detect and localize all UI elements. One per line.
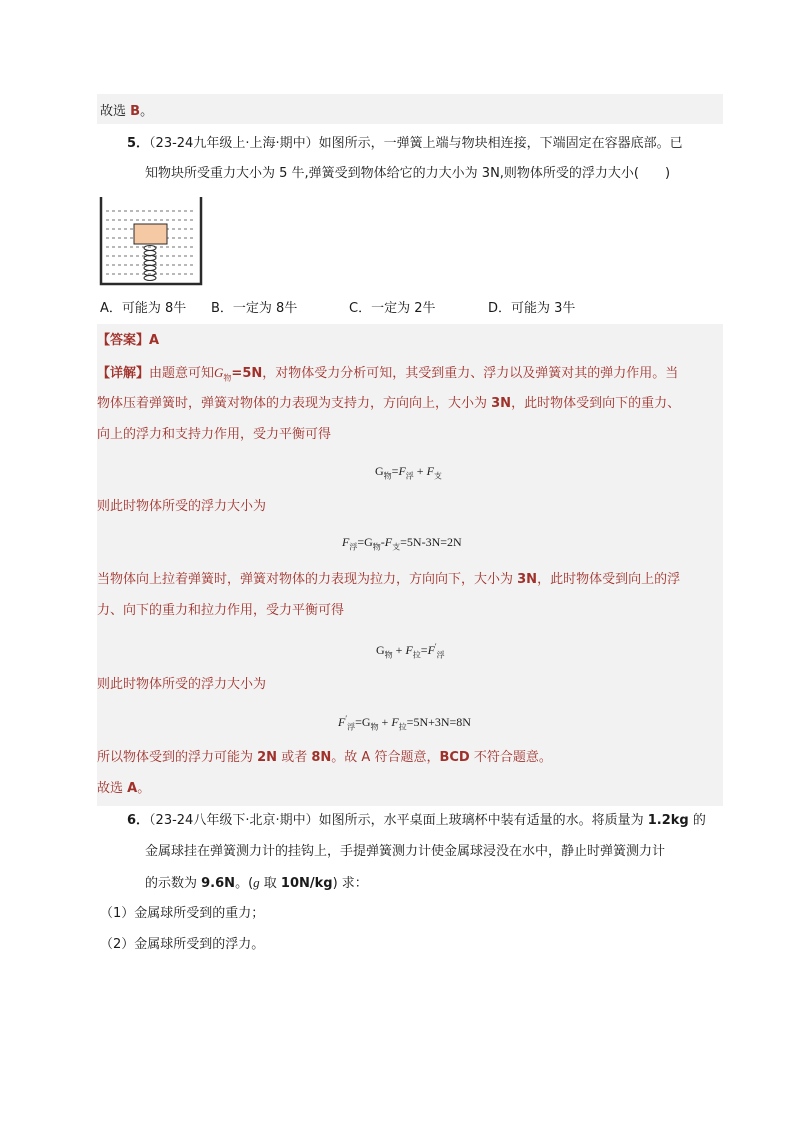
previous-answer-choice: B: [130, 104, 141, 119]
question-6-line-2: 金属球挂在弹簧测力计的挂钩上，手提弹簧测力计使金属球浸没在水中，静止时弹簧测力计: [145, 844, 666, 859]
previous-answer-line: 故选 B。: [100, 104, 154, 119]
option-b[interactable]: B．一定为 8牛: [211, 301, 298, 316]
detail-line-7: 则此时物体所受的浮力大小为: [97, 677, 267, 692]
question-6-line-3: 的示数为 9.6N。(g 取 10N/kg) 求：: [145, 875, 368, 891]
shaded-band-top: [97, 94, 723, 124]
question-number: 6．: [127, 813, 150, 828]
detail-line-4: 则此时物体所受的浮力大小为: [97, 499, 267, 514]
option-d[interactable]: D．可能为 3牛: [488, 301, 576, 316]
equation-4: $F'_浮=G_物 + F_拉=5N+3N=8N$: [338, 714, 471, 732]
spring: [144, 246, 156, 281]
option-a[interactable]: A．可能为 8牛: [100, 301, 187, 316]
equation-2: $F_浮=G_物-F_支=5N-3N=2N$: [342, 535, 462, 552]
equation-1: $G_物=F_浮 + F_支$: [375, 464, 442, 481]
detail-tag: 【详解】: [97, 366, 150, 381]
equation-3: $G_物 + F_拉=F'_浮$: [376, 642, 445, 660]
detail-line-1: 【详解】由题意可知$G_物=5N$，对物体受力分析可知，其受到重力、浮力以及弹簧对其的弹力作用。当: [97, 365, 679, 383]
question-6-sub-2: （2）金属球所受到的浮力。: [100, 937, 265, 952]
question-6-line-1: 6．（23-24八年级下·北京·期中）如图所示，水平桌面上玻璃杯中装有适量的水。将质量为 1.2kg 的: [127, 813, 706, 828]
detail-line-2: 物体压着弹簧时，弹簧对物体的力表现为支持力，方向向上，大小为 3N，此时物体受到向下的重力、: [97, 396, 681, 411]
detail-final-choice: 故选 A。: [97, 781, 151, 796]
question-number: 5．: [127, 136, 150, 151]
question-5-line-1: 5．（23-24九年级上·上海·期中）如图所示，一弹簧上端与物块相连接，下端固定在容器底部。已: [127, 136, 683, 151]
detail-line-8: 所以物体受到的浮力可能为 2N 或者 8N。故 A 符合题意，BCD 不符合题意。: [97, 750, 552, 765]
floating-block: [134, 224, 167, 244]
answer-line: [97, 332, 159, 350]
detail-line-5: 当物体向上拉着弹簧时，弹簧对物体的力表现为拉力，方向向下，大小为 3N，此时物体受到向上的浮: [97, 572, 681, 587]
question-6-sub-1: （1）金属球所受到的重力；: [100, 906, 265, 921]
answer-value: A: [149, 333, 160, 348]
answer-tag: 【答案】: [97, 333, 150, 348]
option-c[interactable]: C．一定为 2牛: [349, 301, 436, 316]
question-5-line-2: 知物块所受重力大小为 5 牛,弹簧受到物体给它的力大小为 3N,则物体所受的浮力大小( ): [145, 166, 671, 181]
detail-line-3: 向上的浮力和支持力作用，受力平衡可得: [97, 427, 332, 442]
spring-block-figure: [98, 193, 204, 287]
detail-line-6: 力、向下的重力和拉力作用，受力平衡可得: [97, 603, 345, 618]
